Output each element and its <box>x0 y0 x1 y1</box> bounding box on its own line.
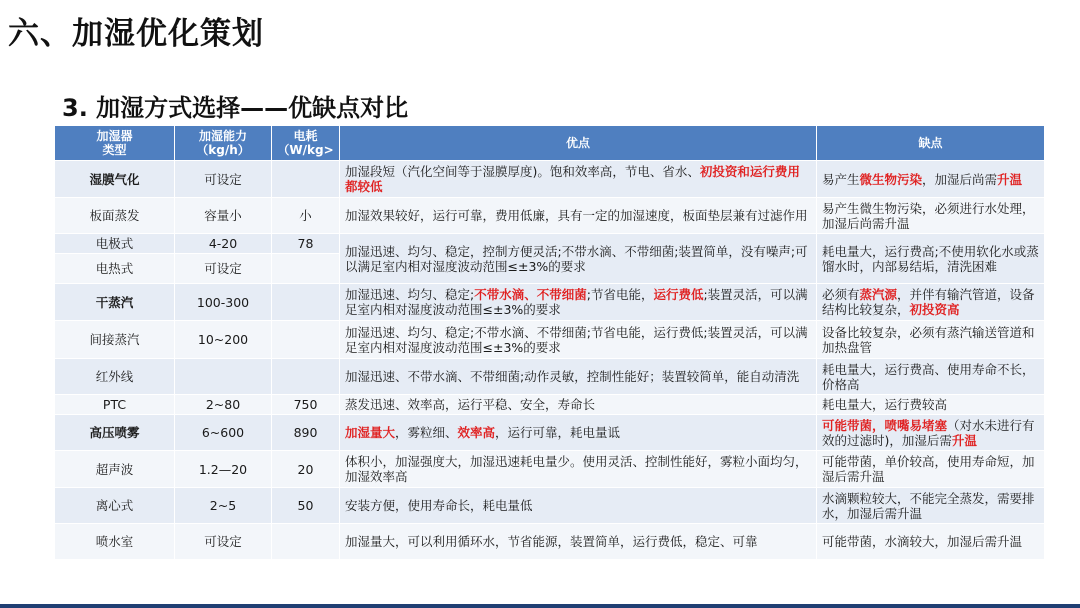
header-power <box>272 126 340 161</box>
table-row <box>55 415 1045 451</box>
cell-power <box>272 284 340 321</box>
cons-segment: 耗电量大，运行费较高 <box>822 397 948 412</box>
cell-power: 890 <box>272 415 340 451</box>
cons-segment: 升温 <box>951 432 977 448</box>
cell-capacity <box>175 359 272 395</box>
cons-segment: 易产生微生物污染，必须进行水处理，加湿后尚需升温 <box>822 200 1035 231</box>
cons-segment: 水滴颗粒较大，不能完全蒸发，需要排水，加湿后需升温 <box>822 490 1035 521</box>
pros-segment: ;装置灵活，可以满足室内相对湿度波动范围≤±3%的要求 <box>345 287 808 317</box>
cell-pros <box>340 395 817 415</box>
header-power-line: （W/kg> <box>277 143 334 157</box>
cell-cons <box>817 198 1045 234</box>
pros-segment: 加湿段短（汽化空间等于湿膜厚度)。饱和效率高，节电、省水、 <box>345 164 700 179</box>
pros-segment: 效率高 <box>457 425 496 440</box>
cell-type: 湿膜气化 <box>55 161 175 198</box>
cell-type: 间接蒸汽 <box>55 321 175 359</box>
header-capacity-line: （kg/h） <box>196 143 250 157</box>
table-row <box>55 234 1045 254</box>
cons-segment: 耗电量大，运行费高、使用寿命不长，价格高 <box>822 361 1035 392</box>
cons-segment: 可能带菌，水滴较大，加湿后需升温 <box>822 534 1023 549</box>
cons-segment: 初投资高 <box>909 302 960 317</box>
cons-segment: 升温 <box>997 171 1023 187</box>
cons-segment: ，加湿后尚需 <box>922 171 998 187</box>
table-row <box>55 451 1045 488</box>
table-row <box>55 395 1045 415</box>
pros-segment: 加湿量大 <box>345 425 396 440</box>
cell-power <box>272 254 340 284</box>
cell-pros <box>340 359 817 395</box>
cell-power: 20 <box>272 451 340 488</box>
table-row <box>55 198 1045 234</box>
cell-cons <box>817 321 1045 359</box>
comparison-table <box>54 125 1045 560</box>
cell-capacity: 10~200 <box>175 321 272 359</box>
cons-segment: 易产生 <box>822 171 860 187</box>
table-row <box>55 524 1045 560</box>
cons-segment: 蒸汽源 <box>859 287 898 302</box>
pros-segment: 加湿效果较好，运行可靠，费用低廉，具有一定的加湿速度，板面垫层兼有过滤作用 <box>345 208 808 223</box>
cell-cons <box>817 451 1045 488</box>
pros-segment: 加湿迅速、均匀、稳定;不带水滴、不带细菌;节省电能，运行费低;装置灵活，可以满足室内相对湿度波动范围≤±3%的要求 <box>345 324 808 355</box>
cell-cons <box>817 359 1045 395</box>
cell-power: 小 <box>272 198 340 234</box>
cell-type: 电热式 <box>55 254 175 284</box>
cell-type: 红外线 <box>55 359 175 395</box>
cell-capacity: 2~80 <box>175 395 272 415</box>
table-body <box>55 161 1045 560</box>
cell-type: 离心式 <box>55 488 175 524</box>
cell-type: 超声波 <box>55 451 175 488</box>
table-row <box>55 161 1045 198</box>
pros-segment: ，运行可靠，耗电量诋 <box>495 425 621 440</box>
cell-cons <box>817 415 1045 451</box>
cell-power: 50 <box>272 488 340 524</box>
cell-capacity: 2~5 <box>175 488 272 524</box>
header-cons: 缺点 <box>817 126 1045 161</box>
cell-pros <box>340 415 817 451</box>
pros-segment: 加湿迅速、均匀、稳定，控制方便灵活;不带水滴、不带细菌;装置简单，没有噪声;可以满足室内相对湿度波动范围≤±3%的要求 <box>345 243 808 274</box>
cell-pros <box>340 198 817 234</box>
cell-capacity: 可设定 <box>175 254 272 284</box>
cell-cons <box>817 524 1045 560</box>
cell-power <box>272 524 340 560</box>
table-header-row <box>55 126 1045 161</box>
cell-type: 干蒸汽 <box>55 284 175 321</box>
cell-power <box>272 161 340 198</box>
header-capacity-line: 加湿能力 <box>198 129 247 143</box>
cell-capacity: 可设定 <box>175 161 272 198</box>
cons-segment: 可能带菌，喷嘴易堵塞 <box>822 417 948 433</box>
cell-power: 750 <box>272 395 340 415</box>
cell-pros <box>340 161 817 198</box>
cell-cons <box>817 488 1045 524</box>
pros-segment: 运行费低 <box>653 287 704 302</box>
pros-segment: 加湿量大，可以利用循环水，节省能源，装置简单，运行费低，稳定、可靠 <box>345 534 758 549</box>
cell-power <box>272 321 340 359</box>
pros-segment: 不带水滴、不带细菌 <box>474 287 587 302</box>
cell-type: 板面蒸发 <box>55 198 175 234</box>
table-row <box>55 284 1045 321</box>
pros-segment: 安装方便，使用寿命长，耗电量低 <box>345 498 533 513</box>
cell-type: PTC <box>55 395 175 415</box>
cell-cons <box>817 234 1045 284</box>
pros-segment: ，雾粒细、 <box>395 425 458 440</box>
bottom-accent-bar <box>0 604 1080 608</box>
cell-capacity: 100-300 <box>175 284 272 321</box>
cell-pros <box>340 284 817 321</box>
pros-segment: ;节省电能， <box>586 287 654 302</box>
cell-capacity: 可设定 <box>175 524 272 560</box>
cell-capacity: 容量小 <box>175 198 272 234</box>
pros-segment: 蒸发迅速、效率高，运行平稳、安全，寿命长 <box>345 397 596 412</box>
pros-segment: 体积小，加湿强度大，加湿迅速耗电量少。使用灵活、控制性能好，雾粒小面均匀，加湿效率高 <box>345 454 808 484</box>
pros-segment: 初投资和运行费用都较低 <box>345 164 800 194</box>
cons-segment: 可能带菌，单价较高，使用寿命短，加湿后需升温 <box>822 454 1035 484</box>
cell-type: 电极式 <box>55 234 175 254</box>
header-pros: 优点 <box>340 126 817 161</box>
table-row <box>55 321 1045 359</box>
header-type <box>55 126 175 161</box>
cell-type: 喷水室 <box>55 524 175 560</box>
header-capacity <box>175 126 272 161</box>
pros-segment: 加湿迅速、不带水滴、不带细菌;动作灵敏，控制性能好；装置较简单，能自动清洗 <box>345 369 800 384</box>
cell-type: 高压喷雾 <box>55 415 175 451</box>
header-power-line: 电耗 <box>293 129 318 143</box>
cell-pros <box>340 488 817 524</box>
cell-capacity: 4-20 <box>175 234 272 254</box>
cell-cons <box>817 161 1045 198</box>
cell-pros <box>340 524 817 560</box>
header-type-line: 加湿器 <box>96 129 133 143</box>
cons-segment: （对水未进行有效的过滤时)，加湿后需 <box>822 417 1035 448</box>
cons-segment: 必须有 <box>822 287 860 302</box>
cell-cons <box>817 284 1045 321</box>
table-row <box>55 359 1045 395</box>
cons-segment: 耗电量大，运行费高;不使用软化水或蒸馏水时，内部易结垢，清洗困难 <box>822 243 1039 274</box>
header-type-line: 类型 <box>102 143 127 157</box>
section-title: 3. 加湿方式选择——优缺点对比 <box>62 94 409 122</box>
cons-segment: 设备比较复杂，必须有蒸汽输送管道和加热盘管 <box>822 324 1035 355</box>
cell-capacity: 6~600 <box>175 415 272 451</box>
cell-pros <box>340 451 817 488</box>
cell-pros <box>340 234 817 284</box>
cons-segment: ，并伴有输汽管道，设备结构比较复杂， <box>822 287 1035 317</box>
cell-cons <box>817 395 1045 415</box>
cell-capacity: 1.2—20 <box>175 451 272 488</box>
pros-segment: 加湿迅速、均匀、稳定; <box>345 287 475 302</box>
page-title: 六、加湿优化策划 <box>8 16 264 52</box>
cons-segment: 微生物污染 <box>859 171 923 187</box>
cell-pros <box>340 321 817 359</box>
cell-power <box>272 359 340 395</box>
cell-power: 78 <box>272 234 340 254</box>
table-row <box>55 488 1045 524</box>
